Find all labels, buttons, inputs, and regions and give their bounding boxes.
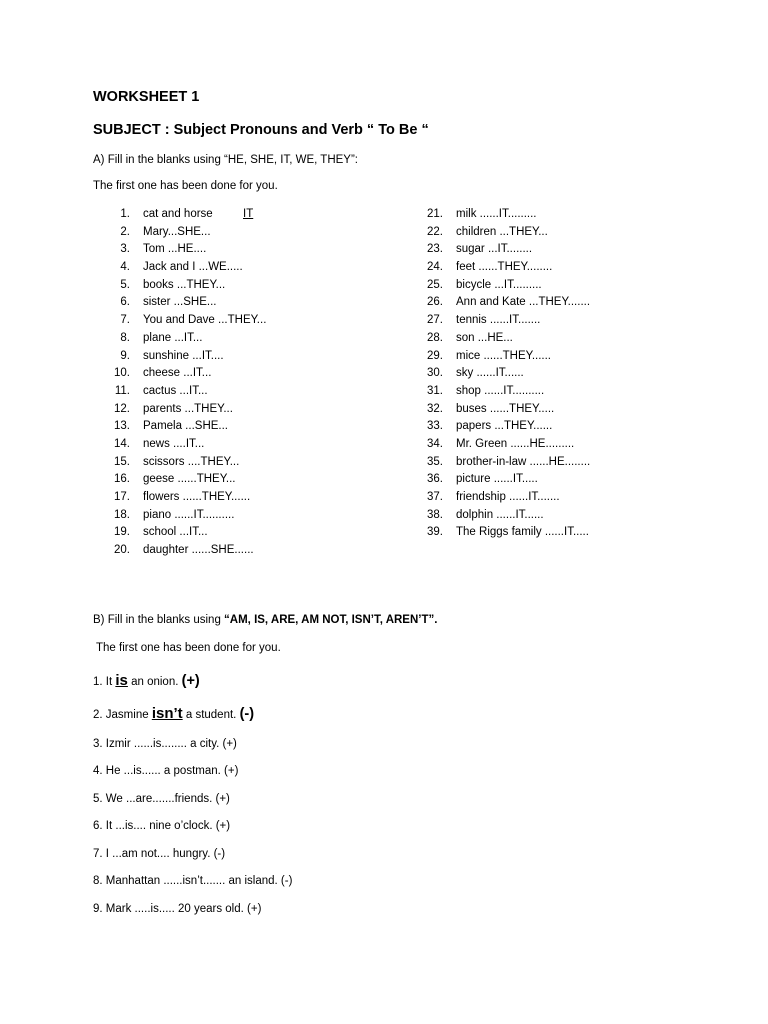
sentence-item: 7. I ...am not.... hungry. (-) [93,848,226,860]
list-item [413,436,663,454]
item-text: piano ......IT.......... [143,508,235,521]
item-text: sunshine ...IT.... [143,349,224,362]
list-item [100,507,350,525]
list-item [413,524,663,542]
pronoun-list-right [413,206,663,542]
example-before: 1. It [93,676,116,688]
item-text: shop ......IT.......... [456,384,545,397]
item-text: picture ......IT..... [456,473,538,486]
item-number: 22. [427,225,443,238]
item-text: bicycle ...IT......... [456,278,542,291]
item-text: scissors ....THEY... [143,455,240,468]
example-answer: is [115,672,128,689]
item-number: 19. [114,526,130,539]
item-number: 2. [120,225,130,238]
item-number: 3. [120,243,130,256]
item-number: 14. [114,437,130,450]
item-text: dolphin ......IT...... [456,508,544,521]
item-text: Ann and Kate ...THEY....... [456,296,591,309]
list-item [413,312,663,330]
list-item [100,542,350,560]
list-item [413,383,663,401]
list-item [100,365,350,383]
worksheet-subject: SUBJECT : Subject Pronouns and Verb “ To Be “ [93,122,429,138]
item-text: geese ......THEY... [143,473,236,486]
item-text: buses ......THEY..... [456,402,555,415]
sentence-item: 8. Manhattan ......isn’t....... an island. (-) [93,875,293,887]
list-item [413,489,663,507]
example-sentence-2 [93,705,254,722]
list-item [100,259,350,277]
list-item [100,241,350,259]
item-number: 36. [427,473,443,486]
item-number: 35. [427,455,443,468]
item-number: 28. [427,331,443,344]
item-number: 29. [427,349,443,362]
item-text: You and Dave ...THEY... [143,314,267,327]
item-number: 24. [427,261,443,274]
list-item [100,294,350,312]
list-item [100,330,350,348]
sentence-item: 3. Izmir ......is........ a city. (+) [93,738,237,750]
list-item [100,436,350,454]
list-item [100,312,350,330]
item-number: 9. [120,349,130,362]
item-text: friendship ......IT....... [456,491,560,503]
item-number: 10. [114,367,130,380]
list-item [413,206,663,224]
list-item [413,277,663,295]
item-text: son ...HE... [456,331,513,344]
example-sign: (+) [181,673,200,689]
section-b-note: The first one has been done for you. [96,642,281,654]
list-item [100,277,350,295]
item-number: 12. [114,402,130,415]
item-number: 21. [427,208,443,220]
item-text: cheese ...IT... [143,367,212,380]
item-number: 34. [427,437,443,450]
list-item [413,454,663,472]
item-text: sky ......IT...... [456,367,524,380]
section-a-note: The first one has been done for you. [93,180,278,192]
item-text: Jack and I ...WE..... [143,261,243,274]
item-text: daughter ......SHE...... [143,544,254,557]
item-number: 37. [427,491,443,503]
item-number: 26. [427,296,443,309]
example-sign: (-) [239,706,255,722]
item-text: Tom ...HE.... [143,243,207,256]
list-item [100,454,350,472]
section-b-instruction [93,614,437,626]
list-item [413,401,663,419]
list-item [100,489,350,507]
item-text: papers ...THEY...... [456,420,553,433]
list-item [100,471,350,489]
sentence-item: 4. He ...is...... a postman. (+) [93,765,239,777]
item-text: feet ......THEY........ [456,261,553,274]
item-number: 27. [427,314,443,327]
example-sentence-1 [93,672,200,689]
item-number: 4. [120,261,130,274]
item-text: sugar ...IT........ [456,243,533,256]
list-item [413,294,663,312]
item-text: flowers ......THEY...... [143,491,251,503]
item-number: 23. [427,243,443,256]
list-item [100,401,350,419]
item-number: 25. [427,278,443,291]
section-b-instruction-prefix: B) Fill in the blanks using [93,614,225,626]
item-number: 13. [114,420,130,433]
item-text: The Riggs family ......IT..... [456,526,589,539]
list-item [413,348,663,366]
item-number: 30. [427,367,443,380]
item-answer: IT [243,208,254,220]
list-item [100,224,350,242]
item-text: cat and horse [143,208,213,220]
list-item [413,507,663,525]
example-after: a student. [182,709,240,721]
pronoun-list-left [100,206,350,560]
item-text: books ...THEY... [143,278,226,291]
list-item [413,241,663,259]
list-item [100,348,350,366]
list-item [413,330,663,348]
example-before: 2. Jasmine [93,709,152,721]
item-number: 11. [114,384,130,397]
item-number: 39. [427,526,443,539]
section-b-instruction-options: “AM, IS, ARE, AM NOT, ISN’T, AREN’T”. [224,614,438,626]
item-number: 5. [120,278,130,291]
list-item [100,383,350,401]
item-number: 18. [114,508,130,521]
item-text: parents ...THEY... [143,402,233,415]
list-item [413,365,663,383]
item-text: brother-in-law ......HE........ [456,455,591,468]
item-number: 20. [114,544,130,557]
item-text: sister ...SHE... [143,296,217,309]
list-item [100,206,350,224]
item-text: school ...IT... [143,526,208,539]
item-text: plane ...IT... [143,331,203,344]
item-text: Pamela ...SHE... [143,420,229,433]
item-number: 1. [120,208,130,220]
item-number: 15. [114,455,130,468]
section-a-instruction: A) Fill in the blanks using “HE, SHE, IT, WE, THEY”: [93,154,358,166]
item-text: children ...THEY... [456,225,548,238]
item-number: 31. [427,384,443,397]
item-text: cactus ...IT... [143,384,208,397]
item-text: tennis ......IT....... [456,314,541,327]
item-number: 17. [114,491,130,503]
item-text: milk ......IT......... [456,208,537,220]
list-item [413,224,663,242]
list-item [413,471,663,489]
example-answer: isn’t [151,705,183,722]
item-text: news ....IT... [143,437,205,450]
sentence-item: 6. It ...is.... nine o’clock. (+) [93,820,231,832]
sentence-item: 9. Mark .....is..... 20 years old. (+) [93,903,262,915]
item-number: 16. [114,473,130,486]
item-text: Mr. Green ......HE......... [456,437,575,450]
item-text: mice ......THEY...... [456,349,552,362]
item-number: 38. [427,508,443,521]
item-number: 6. [120,296,130,309]
item-number: 32. [427,402,443,415]
worksheet-title: WORKSHEET 1 [93,89,200,105]
list-item [413,418,663,436]
sentence-item: 5. We ...are.......friends. (+) [93,793,230,805]
item-text: Mary...SHE... [143,225,211,238]
example-after: an onion. [127,676,182,688]
list-item [100,524,350,542]
list-item [413,259,663,277]
item-number: 7. [120,314,130,327]
item-number: 33. [427,420,443,433]
item-number: 8. [120,331,130,344]
list-item [100,418,350,436]
